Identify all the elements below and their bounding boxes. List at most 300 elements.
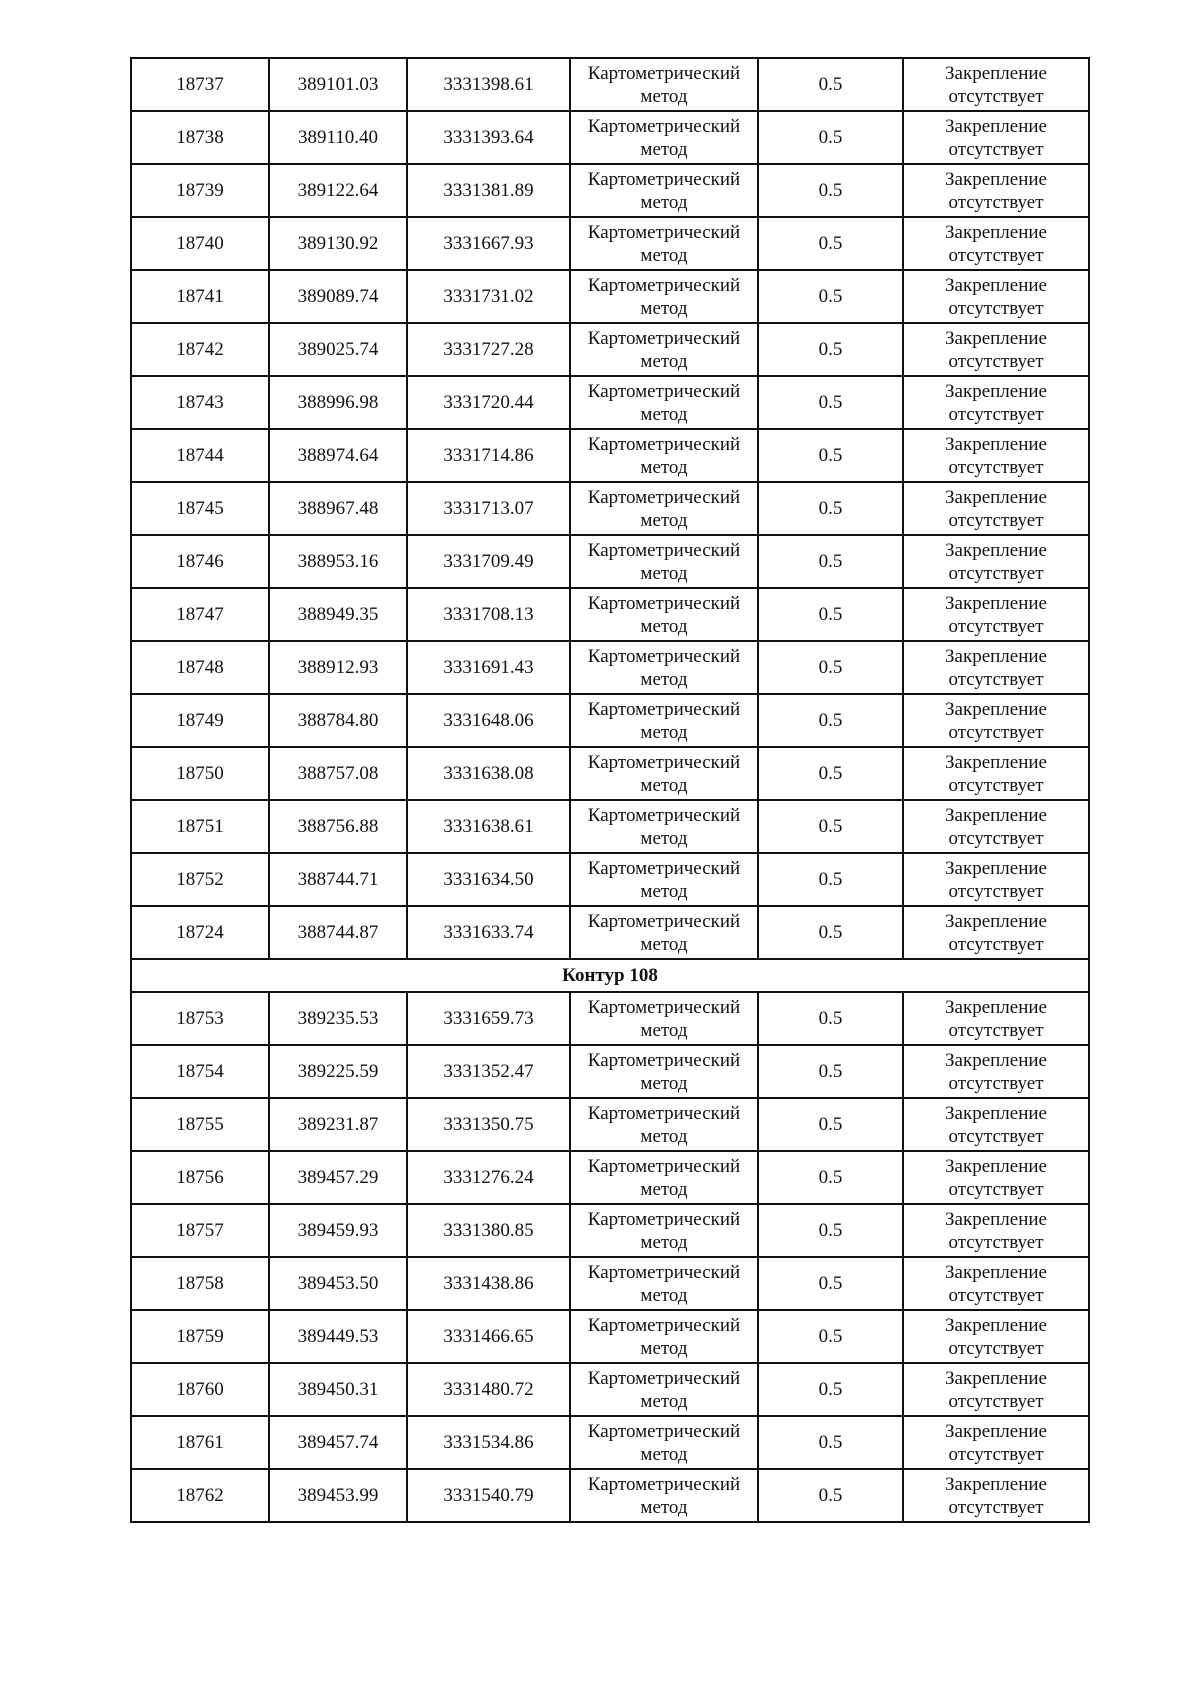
method-cell [570, 164, 758, 217]
y-coordinate-cell: 3331393.64 [407, 111, 570, 164]
accuracy-cell: 0.5 [758, 429, 903, 482]
y-coordinate-cell: 3331634.50 [407, 853, 570, 906]
method-cell [570, 853, 758, 906]
table-row [131, 853, 1089, 906]
fixing-line: Закрепление [945, 1261, 1047, 1283]
method-line: Картометрический [587, 804, 741, 826]
y-coordinate-cell: 3331540.79 [407, 1469, 570, 1522]
fixing-line: отсутствует [948, 509, 1044, 531]
accuracy-cell: 0.5 [758, 58, 903, 111]
method-line: Картометрический [587, 1155, 741, 1177]
accuracy-cell: 0.5 [758, 111, 903, 164]
fixing-cell [903, 482, 1089, 535]
y-coordinate-cell: 3331713.07 [407, 482, 570, 535]
fixing-cell [903, 58, 1089, 111]
method-line: Картометрический [587, 274, 741, 296]
fixing-cell [903, 1257, 1089, 1310]
method-line: метод [640, 1284, 688, 1306]
method-line: метод [640, 933, 688, 955]
fixing-line: отсутствует [948, 1443, 1044, 1465]
fixing-line: отсутствует [948, 1019, 1044, 1041]
x-coordinate-cell: 388953.16 [269, 535, 407, 588]
fixing-line: отсутствует [948, 1231, 1044, 1253]
y-coordinate-cell: 3331350.75 [407, 1098, 570, 1151]
accuracy-cell: 0.5 [758, 1151, 903, 1204]
table-row [131, 641, 1089, 694]
method-line: метод [640, 1178, 688, 1200]
x-coordinate-cell: 388949.35 [269, 588, 407, 641]
contour-title: Контур 108 [131, 959, 1089, 992]
method-line: Картометрический [587, 1420, 741, 1442]
table-row [131, 588, 1089, 641]
method-line: метод [640, 721, 688, 743]
table-row [131, 1257, 1089, 1310]
accuracy-cell: 0.5 [758, 1257, 903, 1310]
point-number-cell: 18759 [131, 1310, 269, 1363]
fixing-line: Закрепление [945, 1314, 1047, 1336]
method-line: метод [640, 880, 688, 902]
method-line: Картометрический [587, 645, 741, 667]
point-number-cell: 18757 [131, 1204, 269, 1257]
point-number-cell: 18738 [131, 111, 269, 164]
fixing-cell [903, 164, 1089, 217]
fixing-line: Закрепление [945, 1102, 1047, 1124]
x-coordinate-cell: 388974.64 [269, 429, 407, 482]
method-cell [570, 323, 758, 376]
method-cell [570, 111, 758, 164]
method-line: Картометрический [587, 433, 741, 455]
fixing-cell [903, 1469, 1089, 1522]
point-number-cell: 18724 [131, 906, 269, 959]
method-line: Картометрический [587, 698, 741, 720]
method-line: метод [640, 244, 688, 266]
x-coordinate-cell: 388784.80 [269, 694, 407, 747]
method-cell [570, 1045, 758, 1098]
x-coordinate-cell: 389231.87 [269, 1098, 407, 1151]
table-row [131, 1098, 1089, 1151]
fixing-cell [903, 429, 1089, 482]
method-line: Картометрический [587, 592, 741, 614]
fixing-cell [903, 535, 1089, 588]
fixing-cell [903, 906, 1089, 959]
method-cell [570, 535, 758, 588]
x-coordinate-cell: 389110.40 [269, 111, 407, 164]
x-coordinate-cell: 389450.31 [269, 1363, 407, 1416]
fixing-line: Закрепление [945, 1367, 1047, 1389]
table-row [131, 747, 1089, 800]
y-coordinate-cell: 3331381.89 [407, 164, 570, 217]
point-number-cell: 18747 [131, 588, 269, 641]
table-row [131, 1416, 1089, 1469]
point-number-cell: 18737 [131, 58, 269, 111]
y-coordinate-cell: 3331480.72 [407, 1363, 570, 1416]
fixing-line: Закрепление [945, 1473, 1047, 1495]
table-row [131, 1469, 1089, 1522]
fixing-line: Закрепление [945, 1155, 1047, 1177]
method-line: метод [640, 668, 688, 690]
method-cell [570, 906, 758, 959]
y-coordinate-cell: 3331638.08 [407, 747, 570, 800]
table-row [131, 270, 1089, 323]
fixing-line: отсутствует [948, 350, 1044, 372]
fixing-line: Закрепление [945, 996, 1047, 1018]
method-cell [570, 800, 758, 853]
point-number-cell: 18761 [131, 1416, 269, 1469]
fixing-cell [903, 694, 1089, 747]
fixing-line: Закрепление [945, 1049, 1047, 1071]
fixing-line: Закрепление [945, 751, 1047, 773]
point-number-cell: 18755 [131, 1098, 269, 1151]
method-line: метод [640, 1443, 688, 1465]
method-line: метод [640, 774, 688, 796]
fixing-line: Закрепление [945, 486, 1047, 508]
fixing-line: отсутствует [948, 1337, 1044, 1359]
method-cell [570, 1098, 758, 1151]
fixing-line: Закрепление [945, 62, 1047, 84]
method-line: метод [640, 456, 688, 478]
x-coordinate-cell: 389235.53 [269, 992, 407, 1045]
y-coordinate-cell: 3331648.06 [407, 694, 570, 747]
y-coordinate-cell: 3331352.47 [407, 1045, 570, 1098]
y-coordinate-cell: 3331534.86 [407, 1416, 570, 1469]
method-cell [570, 1257, 758, 1310]
method-cell [570, 1469, 758, 1522]
point-number-cell: 18751 [131, 800, 269, 853]
fixing-line: Закрепление [945, 433, 1047, 455]
fixing-line: Закрепление [945, 1420, 1047, 1442]
x-coordinate-cell: 388912.93 [269, 641, 407, 694]
fixing-line: Закрепление [945, 539, 1047, 561]
table-row [131, 376, 1089, 429]
table-row [131, 1204, 1089, 1257]
fixing-cell [903, 853, 1089, 906]
y-coordinate-cell: 3331276.24 [407, 1151, 570, 1204]
accuracy-cell: 0.5 [758, 694, 903, 747]
point-number-cell: 18749 [131, 694, 269, 747]
fixing-line: отсутствует [948, 827, 1044, 849]
point-number-cell: 18750 [131, 747, 269, 800]
fixing-line: отсутствует [948, 721, 1044, 743]
y-coordinate-cell: 3331709.49 [407, 535, 570, 588]
fixing-line: отсутствует [948, 562, 1044, 584]
method-line: метод [640, 297, 688, 319]
fixing-line: отсутствует [948, 933, 1044, 955]
method-line: Картометрический [587, 910, 741, 932]
fixing-line: отсутствует [948, 244, 1044, 266]
y-coordinate-cell: 3331691.43 [407, 641, 570, 694]
point-number-cell: 18744 [131, 429, 269, 482]
point-number-cell: 18745 [131, 482, 269, 535]
fixing-cell [903, 1204, 1089, 1257]
method-line: метод [640, 1231, 688, 1253]
x-coordinate-cell: 389453.50 [269, 1257, 407, 1310]
fixing-cell [903, 323, 1089, 376]
method-line: метод [640, 562, 688, 584]
point-number-cell: 18762 [131, 1469, 269, 1522]
method-line: Картометрический [587, 539, 741, 561]
table-row [131, 217, 1089, 270]
method-cell [570, 1416, 758, 1469]
y-coordinate-cell: 3331380.85 [407, 1204, 570, 1257]
table-row [131, 906, 1089, 959]
method-cell [570, 588, 758, 641]
x-coordinate-cell: 389453.99 [269, 1469, 407, 1522]
y-coordinate-cell: 3331708.13 [407, 588, 570, 641]
method-cell [570, 217, 758, 270]
x-coordinate-cell: 388756.88 [269, 800, 407, 853]
method-line: метод [640, 1496, 688, 1518]
point-number-cell: 18754 [131, 1045, 269, 1098]
point-number-cell: 18739 [131, 164, 269, 217]
y-coordinate-cell: 3331667.93 [407, 217, 570, 270]
x-coordinate-cell: 389122.64 [269, 164, 407, 217]
x-coordinate-cell: 389101.03 [269, 58, 407, 111]
fixing-line: Закрепление [945, 804, 1047, 826]
method-line: метод [640, 191, 688, 213]
point-number-cell: 18740 [131, 217, 269, 270]
fixing-line: отсутствует [948, 615, 1044, 637]
point-number-cell: 18753 [131, 992, 269, 1045]
method-cell [570, 1363, 758, 1416]
accuracy-cell: 0.5 [758, 535, 903, 588]
table-row [131, 992, 1089, 1045]
accuracy-cell: 0.5 [758, 800, 903, 853]
table-row [131, 694, 1089, 747]
point-number-cell: 18756 [131, 1151, 269, 1204]
point-number-cell: 18742 [131, 323, 269, 376]
method-line: Картометрический [587, 1367, 741, 1389]
x-coordinate-cell: 389457.29 [269, 1151, 407, 1204]
fixing-line: Закрепление [945, 1208, 1047, 1230]
method-cell [570, 376, 758, 429]
x-coordinate-cell: 389130.92 [269, 217, 407, 270]
fixing-line: Закрепление [945, 592, 1047, 614]
y-coordinate-cell: 3331727.28 [407, 323, 570, 376]
method-line: Картометрический [587, 1314, 741, 1336]
fixing-line: отсутствует [948, 191, 1044, 213]
x-coordinate-cell: 389449.53 [269, 1310, 407, 1363]
method-line: метод [640, 350, 688, 372]
table-row [131, 111, 1089, 164]
method-line: Картометрический [587, 1261, 741, 1283]
x-coordinate-cell: 388996.98 [269, 376, 407, 429]
point-number-cell: 18746 [131, 535, 269, 588]
y-coordinate-cell: 3331398.61 [407, 58, 570, 111]
fixing-cell [903, 376, 1089, 429]
y-coordinate-cell: 3331731.02 [407, 270, 570, 323]
method-line: Картометрический [587, 1049, 741, 1071]
method-line: Картометрический [587, 115, 741, 137]
fixing-line: отсутствует [948, 403, 1044, 425]
point-number-cell: 18741 [131, 270, 269, 323]
x-coordinate-cell: 389025.74 [269, 323, 407, 376]
accuracy-cell: 0.5 [758, 906, 903, 959]
fixing-cell [903, 588, 1089, 641]
fixing-cell [903, 1098, 1089, 1151]
fixing-line: Закрепление [945, 380, 1047, 402]
method-line: Картометрический [587, 486, 741, 508]
table-row [131, 482, 1089, 535]
section-header-row [131, 959, 1089, 992]
table-row [131, 535, 1089, 588]
table-body [131, 58, 1089, 1522]
fixing-line: отсутствует [948, 1284, 1044, 1306]
method-cell [570, 641, 758, 694]
fixing-line: Закрепление [945, 115, 1047, 137]
fixing-cell [903, 1045, 1089, 1098]
method-line: метод [640, 509, 688, 531]
method-cell [570, 992, 758, 1045]
method-line: Картометрический [587, 751, 741, 773]
accuracy-cell: 0.5 [758, 270, 903, 323]
fixing-line: отсутствует [948, 85, 1044, 107]
method-line: метод [640, 1072, 688, 1094]
fixing-cell [903, 641, 1089, 694]
y-coordinate-cell: 3331720.44 [407, 376, 570, 429]
table-row [131, 1151, 1089, 1204]
method-line: метод [640, 1019, 688, 1041]
fixing-line: отсутствует [948, 1496, 1044, 1518]
method-line: Картометрический [587, 62, 741, 84]
fixing-cell [903, 1310, 1089, 1363]
method-line: Картометрический [587, 221, 741, 243]
fixing-line: Закрепление [945, 910, 1047, 932]
accuracy-cell: 0.5 [758, 641, 903, 694]
table-row [131, 1363, 1089, 1416]
method-cell [570, 482, 758, 535]
accuracy-cell: 0.5 [758, 992, 903, 1045]
fixing-line: Закрепление [945, 274, 1047, 296]
method-line: метод [640, 1337, 688, 1359]
x-coordinate-cell: 388744.87 [269, 906, 407, 959]
accuracy-cell: 0.5 [758, 217, 903, 270]
method-line: Картометрический [587, 996, 741, 1018]
fixing-line: Закрепление [945, 327, 1047, 349]
y-coordinate-cell: 3331438.86 [407, 1257, 570, 1310]
accuracy-cell: 0.5 [758, 1469, 903, 1522]
method-line: метод [640, 85, 688, 107]
y-coordinate-cell: 3331633.74 [407, 906, 570, 959]
table-row [131, 1310, 1089, 1363]
fixing-line: Закрепление [945, 698, 1047, 720]
method-cell [570, 747, 758, 800]
accuracy-cell: 0.5 [758, 376, 903, 429]
fixing-cell [903, 111, 1089, 164]
method-cell [570, 429, 758, 482]
method-cell [570, 1151, 758, 1204]
method-cell [570, 1310, 758, 1363]
point-number-cell: 18760 [131, 1363, 269, 1416]
fixing-line: Закрепление [945, 645, 1047, 667]
accuracy-cell: 0.5 [758, 1045, 903, 1098]
fixing-cell [903, 992, 1089, 1045]
fixing-line: Закрепление [945, 168, 1047, 190]
method-line: Картометрический [587, 1208, 741, 1230]
point-number-cell: 18743 [131, 376, 269, 429]
fixing-line: отсутствует [948, 138, 1044, 160]
x-coordinate-cell: 389089.74 [269, 270, 407, 323]
fixing-line: отсутствует [948, 1125, 1044, 1147]
fixing-line: Закрепление [945, 857, 1047, 879]
fixing-line: отсутствует [948, 774, 1044, 796]
x-coordinate-cell: 389459.93 [269, 1204, 407, 1257]
point-number-cell: 18752 [131, 853, 269, 906]
method-cell [570, 694, 758, 747]
method-line: метод [640, 1390, 688, 1412]
fixing-cell [903, 1363, 1089, 1416]
method-line: Картометрический [587, 327, 741, 349]
table-row [131, 1045, 1089, 1098]
table-row [131, 800, 1089, 853]
method-cell [570, 58, 758, 111]
table-row [131, 429, 1089, 482]
accuracy-cell: 0.5 [758, 164, 903, 217]
y-coordinate-cell: 3331714.86 [407, 429, 570, 482]
method-line: Картометрический [587, 857, 741, 879]
method-line: метод [640, 403, 688, 425]
method-line: метод [640, 1125, 688, 1147]
accuracy-cell: 0.5 [758, 1310, 903, 1363]
method-line: Картометрический [587, 1473, 741, 1495]
y-coordinate-cell: 3331638.61 [407, 800, 570, 853]
method-line: Картометрический [587, 168, 741, 190]
method-cell [570, 1204, 758, 1257]
accuracy-cell: 0.5 [758, 1363, 903, 1416]
fixing-line: отсутствует [948, 668, 1044, 690]
x-coordinate-cell: 388757.08 [269, 747, 407, 800]
x-coordinate-cell: 389457.74 [269, 1416, 407, 1469]
method-line: метод [640, 138, 688, 160]
method-line: метод [640, 615, 688, 637]
fixing-cell [903, 270, 1089, 323]
fixing-cell [903, 1416, 1089, 1469]
fixing-line: отсутствует [948, 1072, 1044, 1094]
x-coordinate-cell: 388744.71 [269, 853, 407, 906]
fixing-line: отсутствует [948, 297, 1044, 319]
accuracy-cell: 0.5 [758, 1098, 903, 1151]
method-line: Картометрический [587, 380, 741, 402]
method-line: метод [640, 827, 688, 849]
table-row [131, 58, 1089, 111]
point-number-cell: 18758 [131, 1257, 269, 1310]
fixing-cell [903, 1151, 1089, 1204]
accuracy-cell: 0.5 [758, 1416, 903, 1469]
accuracy-cell: 0.5 [758, 1204, 903, 1257]
fixing-line: отсутствует [948, 1178, 1044, 1200]
x-coordinate-cell: 389225.59 [269, 1045, 407, 1098]
accuracy-cell: 0.5 [758, 853, 903, 906]
table-row [131, 164, 1089, 217]
x-coordinate-cell: 388967.48 [269, 482, 407, 535]
fixing-line: отсутствует [948, 1390, 1044, 1412]
method-line: Картометрический [587, 1102, 741, 1124]
accuracy-cell: 0.5 [758, 588, 903, 641]
accuracy-cell: 0.5 [758, 482, 903, 535]
boundary-points-table [130, 57, 1090, 1523]
fixing-line: отсутствует [948, 880, 1044, 902]
fixing-line: Закрепление [945, 221, 1047, 243]
point-number-cell: 18748 [131, 641, 269, 694]
fixing-cell [903, 800, 1089, 853]
fixing-cell [903, 747, 1089, 800]
table-row [131, 323, 1089, 376]
fixing-cell [903, 217, 1089, 270]
accuracy-cell: 0.5 [758, 323, 903, 376]
y-coordinate-cell: 3331466.65 [407, 1310, 570, 1363]
fixing-line: отсутствует [948, 456, 1044, 478]
y-coordinate-cell: 3331659.73 [407, 992, 570, 1045]
accuracy-cell: 0.5 [758, 747, 903, 800]
